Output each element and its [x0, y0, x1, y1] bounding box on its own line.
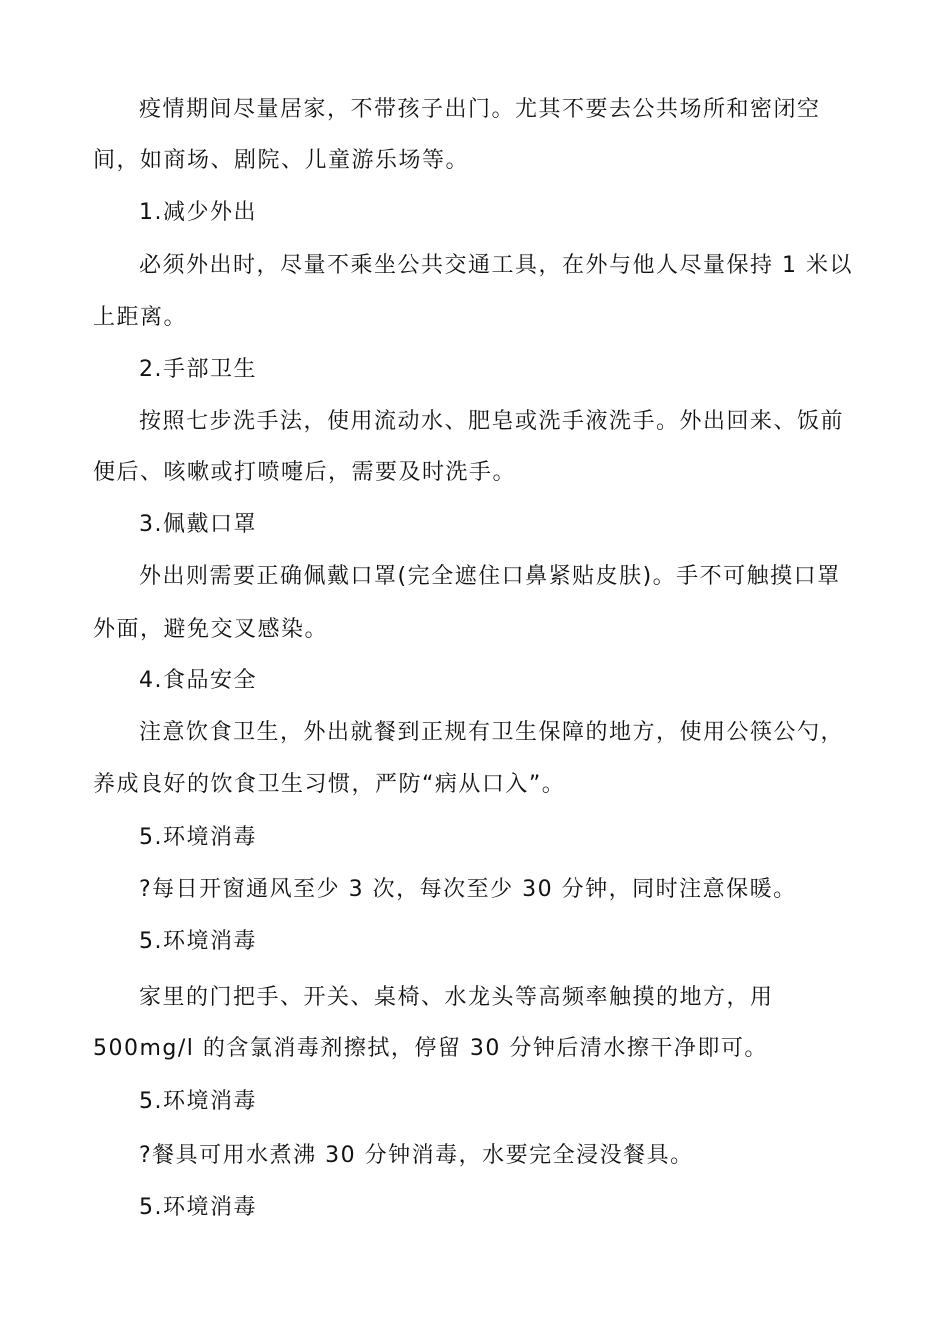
section-heading: 4.食品安全 [139, 668, 257, 693]
paragraph-line: 按照七步洗手法，使用流动水、肥皂或洗手液洗手。外出回来、饭前 [139, 409, 845, 434]
paragraph-line: ?每日开窗通风至少 3 次，每次至少 30 分钟，同时注意保暖。 [139, 877, 797, 902]
paragraph-line: 疫情期间尽量居家，不带孩子出门。尤其不要去公共场所和密闭空 [139, 97, 821, 122]
section-heading: 5.环境消毒 [139, 825, 257, 850]
paragraph-line: 家里的门把手、开关、桌椅、水龙头等高频率触摸的地方，用 [139, 985, 774, 1010]
paragraph-line: 便后、咳嗽或打喷嚏后，需要及时洗手。 [93, 460, 517, 485]
paragraph-line: 外出则需要正确佩戴口罩(完全遮住口鼻紧贴皮肤)。手不可触摸口罩 [139, 564, 841, 589]
paragraph-line: ?餐具可用水煮沸 30 分钟消毒，水要完全浸没餐具。 [139, 1143, 694, 1168]
paragraph-line: 外面，避免交叉感染。 [93, 617, 329, 642]
section-heading: 3.佩戴口罩 [139, 512, 257, 537]
section-heading: 1.减少外出 [139, 200, 257, 225]
section-heading: 5.环境消毒 [139, 1195, 257, 1220]
paragraph-line: 上距离。 [93, 305, 188, 330]
paragraph-line: 养成良好的饮食卫生习惯，严防“病从口入”。 [93, 772, 566, 797]
paragraph-line: 间，如商场、剧院、儿童游乐场等。 [93, 148, 470, 173]
section-heading: 5.环境消毒 [139, 1089, 257, 1114]
section-heading: 2.手部卫生 [139, 357, 257, 382]
paragraph-line: 500mg/l 的含氯消毒剂擦拭，停留 30 分钟后清水擦干净即可。 [93, 1036, 768, 1061]
section-heading: 5.环境消毒 [139, 929, 257, 954]
paragraph-line: 必须外出时，尽量不乘坐公共交通工具，在外与他人尽量保持 1 米以 [139, 253, 853, 278]
paragraph-line: 注意饮食卫生，外出就餐到正规有卫生保障的地方，使用公筷公勺， [139, 720, 845, 745]
